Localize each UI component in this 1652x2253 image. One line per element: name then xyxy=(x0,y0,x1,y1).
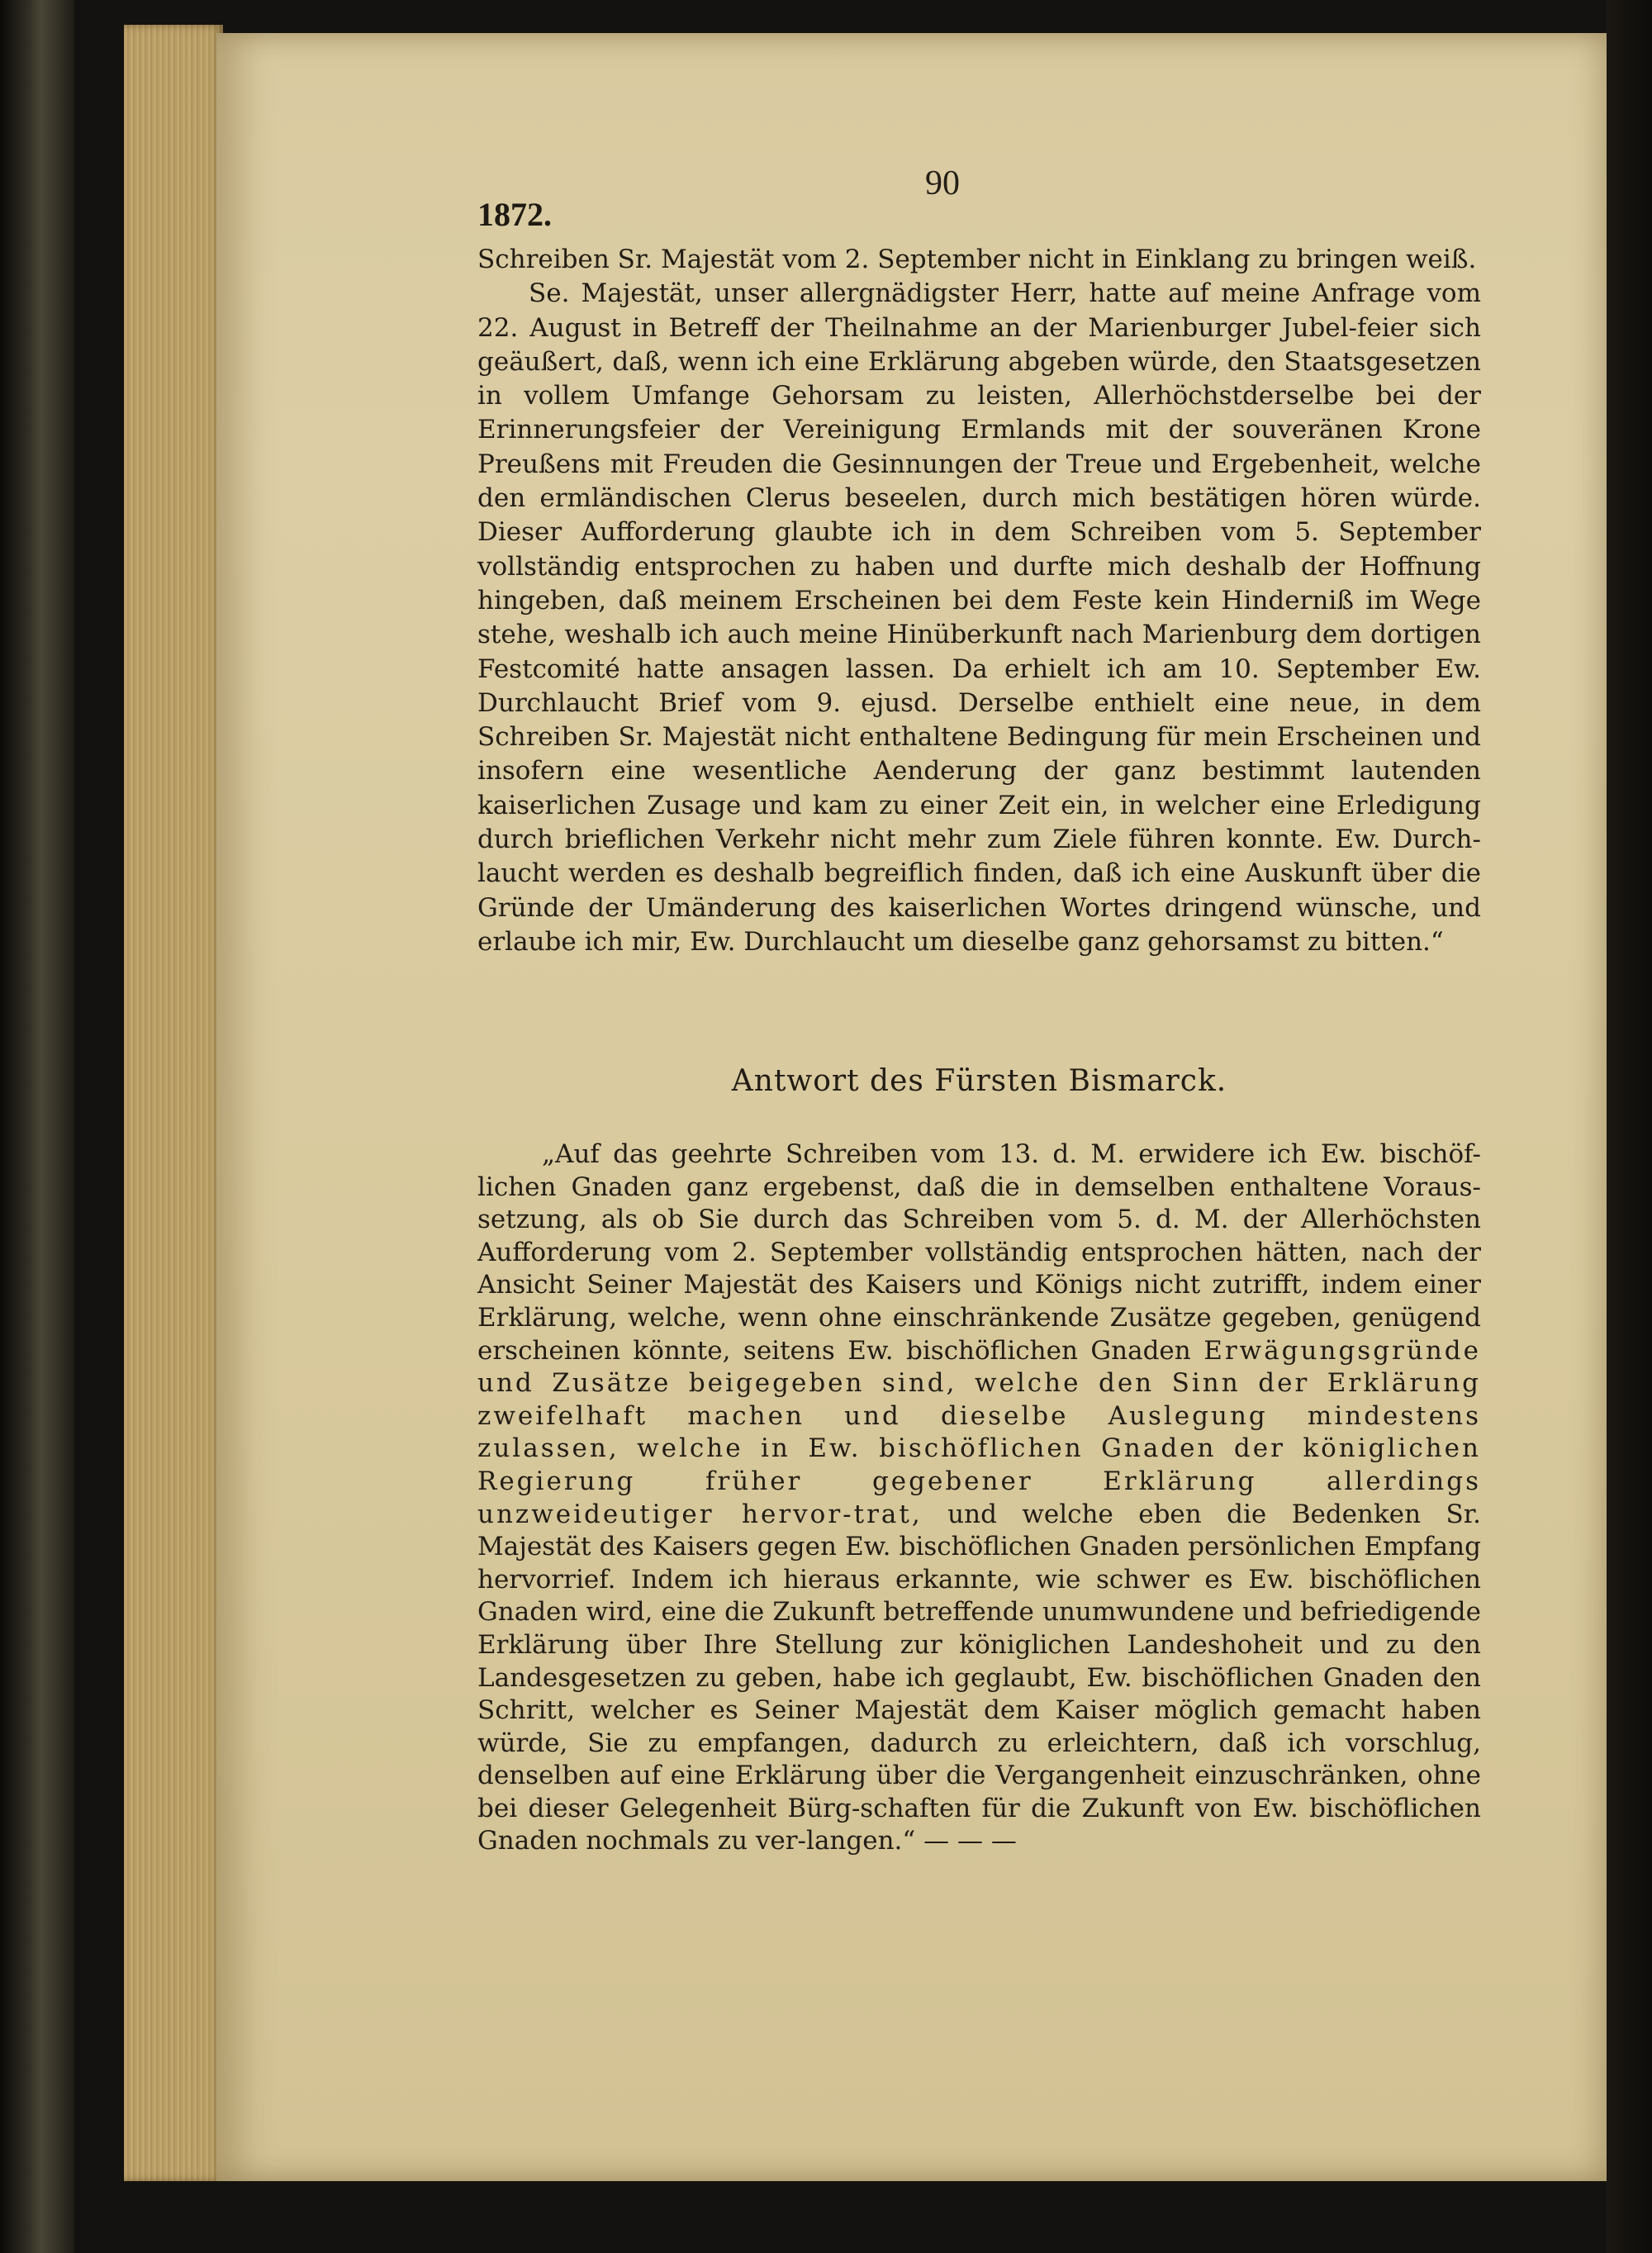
page-number: 90 xyxy=(925,164,960,202)
section-heading: Antwort des Fürsten Bismarck. xyxy=(731,1064,1227,1098)
spaced-text-run: Erwägungsgründe und Zusätze beigegeben sind, welche den Sinn der Erklärung zweifelhaft machen und dieselbe Auslegung mindestens zulassen, welche in Ew. bischöflichen Gnaden der königlichen Regierung früher gegebener Erklärung allerdings unzweideutiger hervor-trat, xyxy=(477,1335,1481,1529)
paragraph xyxy=(477,1138,1481,1858)
paragraph: Se. Majestät, unser allergnädigster Herr, hatte auf meine Anfrage vom 22. August in Betreff der Theilnahme an der Marienburger Jubel-feier sich geäußert, daß, wenn ich eine Erklärung abgeben würde, den Staatsgesetzen in vollem Umfange Gehorsam zu leisten, Allerhöchstderselbe bei der Erinnerungsfeier der Vereinigung Ermlands mit der souveränen Krone Preußens mit Freuden die Gesinnungen der Treue und Ergebenheit, welche den ermländischen Clerus beseelen, durch mich bestätigen hören würde. Dieser Aufforderung glaubte ich in dem Schreiben vom 5. September vollständig entsprochen zu haben und durfte mich deshalb der Hoffnung hingeben, daß meinem Erscheinen bei dem Feste kein Hinderniß im Wege stehe, weshalb ich auch meine Hinüberkunft nach Marienburg dem dortigen Festcomité hatte ansagen lassen. Da erhielt ich am 10. September Ew. Durchlaucht Brief vom 9. ejusd. Derselbe enthielt eine neue, in dem Schreiben Sr. Majestät nicht enthaltene Bedingung für mein Erscheinen und insofern eine wesentliche Aenderung der ganz bestimmt lautenden kaiserlichen Zusage und kam zu einer Zeit ein, in welcher eine Erledigung durch brieflichen Verkehr nicht mehr zum Ziele führen konnte. Ew. Durch-laucht werden es deshalb begreiflich finden, daß ich eine Auskunft über die Gründe der Umänderung des kaiserlichen Wortes dringend wünsche, und erlaube ich mir, Ew. Durchlaucht um dieselbe ganz gehorsamst zu bitten.“ xyxy=(477,278,1481,957)
letter-text xyxy=(477,243,1481,959)
text-run: „Auf das geehrte Schreiben vom 13. d. M. erwidere ich Ew. bischöf-lichen Gnaden ganz ergebenst, daß die in demselben enthaltene Voraus-setzung, als ob Sie durch das Schreiben vom 5. d. M. der Allerhöchsten Aufforderung vom 2. September vollständig entsprochen hätten, nach der Ansicht Seiner Majestät des Kaisers und Königs nicht zutrifft, indem einer Erklärung, welche, wenn ohne einschränkende Zusätze gegeben, genügend erscheinen könnte, seitens Ew. bischöflichen Gnaden xyxy=(477,1139,1481,1366)
page-edges xyxy=(124,25,223,2181)
dark-background xyxy=(1607,0,1652,2253)
book-spine xyxy=(0,0,74,2253)
text-run: und welche eben die Bedenken Sr. Majestät des Kaisers gegen Ew. bischöflichen Gnaden persönlichen Empfang hervorrief. Indem ich hieraus erkannte, wie schwer es Ew. bischöflichen Gnaden wird, eine die Zukunft betreffende unumwundene und befriedigende Erklärung über Ihre Stellung zur königlichen Landeshoheit und zu den Landesgesetzen zu geben, habe ich geglaubt, Ew. bischöflichen Gnaden den Schritt, welcher es Seiner Majestät dem Kaiser möglich gemacht haben würde, Sie zu empfangen, dadurch zu erleichtern, daß ich vorschlug, denselben auf eine Erklärung über die Vergangenheit einzuschränken, ohne bei dieser Gelegenheit Bürg-schaften für die Zukunft von Ew. bischöflichen Gnaden nochmals zu ver-langen.“ — — — xyxy=(477,1499,1482,1856)
answer-text xyxy=(477,1138,1481,1858)
paragraph: Schreiben Sr. Majestät vom 2. September nicht in Einklang zu bringen weiß. xyxy=(477,245,1477,274)
year-marker: 1872. xyxy=(477,196,552,233)
